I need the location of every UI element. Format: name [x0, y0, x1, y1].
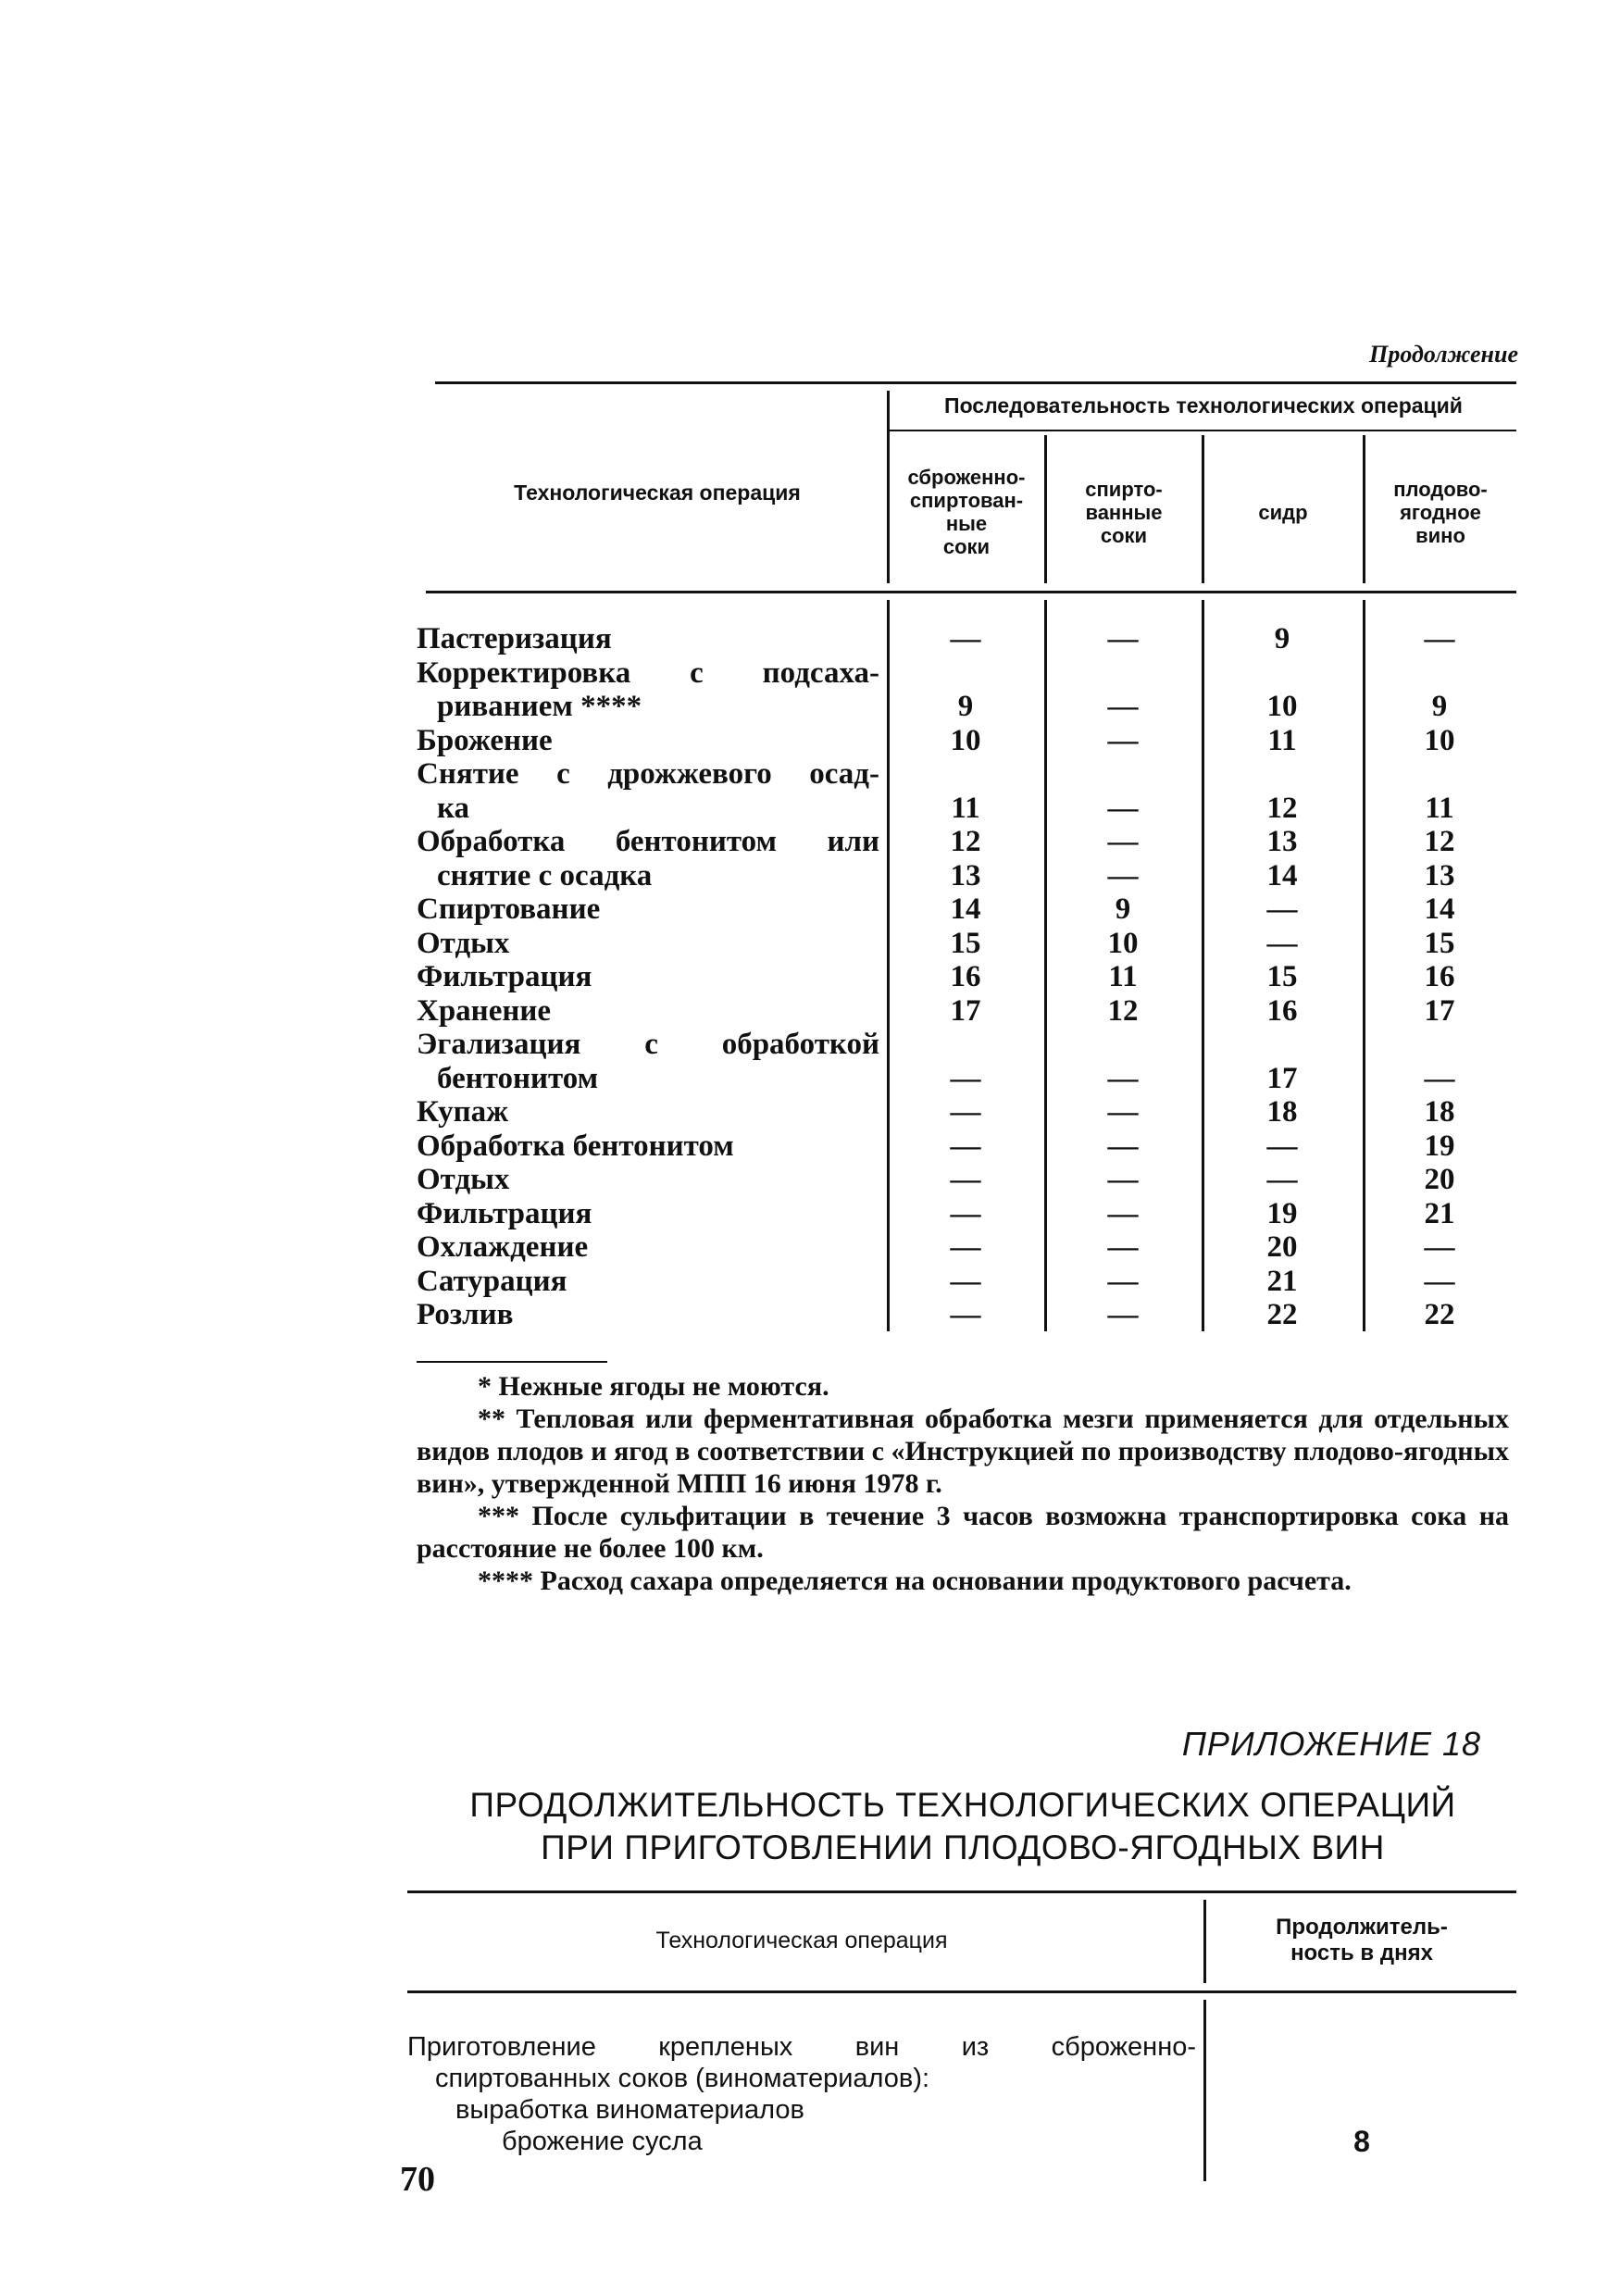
operation-label: ка	[437, 791, 470, 825]
sequence-cell: 16	[950, 960, 981, 993]
sequence-cell: 10	[950, 723, 981, 757]
footnote: *** После сульфитации в течение 3 часов возможна транспортировка сока на расстояние не более 100 км.	[417, 1501, 1509, 1564]
table2-row-line-4: брожение сусла	[502, 2127, 703, 2156]
sequence-cell: 19	[1266, 1196, 1298, 1230]
sequence-cell: 16	[1424, 960, 1455, 993]
sequence-cell: —	[1107, 791, 1139, 825]
col-header-cider: сидр	[1258, 500, 1308, 524]
sequence-cell: 15	[950, 926, 981, 960]
operation-label: Спиртование	[417, 892, 601, 926]
operation-label: Хранение	[417, 993, 552, 1028]
sequence-cell: —	[1424, 1264, 1455, 1298]
operation-label: Пастеризация	[417, 622, 612, 655]
table2-row-line-1: Приготовление крепленых вин из сброженно-	[407, 2032, 1196, 2062]
table-row	[417, 792, 1509, 826]
sequence-cell: —	[1107, 1095, 1139, 1129]
table-row	[417, 690, 1509, 724]
footnotes	[417, 1370, 1509, 1597]
col-header-fortified-juices: спирто- ванные соки	[1085, 477, 1163, 547]
sequence-cell: 11	[1108, 960, 1138, 993]
sequence-cell: —	[950, 1298, 981, 1331]
operation-label: снятие с осадка	[437, 858, 653, 892]
continuation-label: Продолжение	[1369, 341, 1518, 368]
table-row	[417, 724, 1509, 758]
table1-group-header: Последовательность технологических операций	[944, 393, 1463, 418]
table2-duration-header: Продолжитель- ность в днях	[1276, 1915, 1448, 1965]
sequence-cell: 20	[1266, 1230, 1298, 1264]
sequence-cell: 13	[1266, 825, 1298, 858]
sequence-cell: 19	[1424, 1129, 1455, 1163]
sequence-cell: 17	[1266, 1061, 1298, 1095]
sequence-cell: 21	[1424, 1196, 1455, 1230]
sequence-cell: 13	[1424, 858, 1455, 892]
operation-label: Корректировка с подсаха-	[417, 655, 879, 690]
sequence-cell: 9	[1431, 690, 1448, 723]
footnote-rule	[417, 1361, 607, 1363]
table-row	[417, 892, 1509, 927]
table-row	[417, 994, 1509, 1029]
sequence-cell: 21	[1266, 1264, 1298, 1298]
table-row	[417, 1163, 1509, 1197]
table1-header-rule	[426, 591, 1516, 593]
sequence-cell: —	[1107, 1264, 1139, 1298]
table-row	[417, 960, 1509, 994]
sequence-cell: 13	[950, 858, 981, 892]
sequence-cell: 14	[950, 892, 981, 926]
col-header-fruit-wine: плодово- ягодное вино	[1393, 477, 1488, 547]
sequence-cell: 12	[950, 825, 981, 858]
table-row	[417, 927, 1509, 961]
sequence-cell: 18	[1424, 1095, 1455, 1129]
table-row	[417, 1129, 1509, 1164]
table-row	[417, 859, 1509, 893]
sequence-cell: 14	[1424, 892, 1455, 926]
sequence-cell: —	[950, 1196, 981, 1230]
sequence-cell: 10	[1107, 926, 1139, 960]
page-number: 70	[400, 2160, 435, 2199]
operation-label: Фильтрация	[417, 1196, 592, 1230]
table-row	[417, 825, 1509, 859]
sequence-cell: 18	[1266, 1095, 1298, 1129]
sequence-cell: —	[950, 1230, 981, 1264]
sequence-cell: 12	[1424, 825, 1455, 858]
footnote: **** Расход сахара определяется на основании продуктового расчета.	[478, 1566, 1352, 1596]
sequence-cell: —	[950, 622, 981, 655]
sequence-cell: 22	[1424, 1298, 1455, 1331]
operation-label: Розлив	[417, 1298, 514, 1331]
sequence-cell: —	[950, 1061, 981, 1095]
sequence-cell: 10	[1266, 690, 1298, 723]
table2-operation-header: Технологическая операция	[655, 1928, 948, 1953]
table-row	[417, 1197, 1509, 1231]
table2-top-rule	[407, 1890, 1516, 1893]
sequence-cell: —	[1107, 858, 1139, 892]
appendix-title-line1: ПРОДОЛЖИТЕЛЬНОСТЬ ТЕХНОЛОГИЧЕСКИХ ОПЕРАЦИЙ	[469, 1786, 1456, 1824]
operation-label: Брожение	[417, 723, 553, 757]
table1-body	[417, 622, 1509, 1332]
sequence-cell: 22	[1266, 1298, 1298, 1331]
sequence-cell: —	[1266, 926, 1298, 960]
sequence-cell: —	[1107, 622, 1139, 655]
table2-row-value: 8	[1353, 2125, 1370, 2158]
sequence-cell: —	[1266, 1163, 1298, 1196]
sequence-cell: —	[1107, 723, 1139, 757]
table1-operation-header: Технологическая операция	[514, 480, 801, 505]
footnote: ** Тепловая или ферментативная обработка мезги применяется для отдельных видов плодов и ягод в соответствии с «Инструкцией по производству плодово-ягодных вин», утвержденной МПП 16 июня 1978 г.	[417, 1404, 1509, 1499]
sequence-cell: —	[1266, 1129, 1298, 1163]
operation-label: Сатурация	[417, 1264, 567, 1298]
table-row	[417, 1062, 1509, 1096]
operation-label: Снятие с дрожжевого осад-	[417, 757, 879, 791]
table1-top-rule	[435, 381, 1516, 384]
sequence-cell: —	[950, 1163, 981, 1196]
table-row	[417, 757, 1509, 792]
sequence-cell: 17	[1424, 993, 1455, 1028]
sequence-cell: —	[1107, 690, 1139, 723]
sequence-cell: —	[1107, 1129, 1139, 1163]
sequence-cell: 11	[1267, 723, 1297, 757]
table-row	[417, 1298, 1509, 1332]
operation-label: Обработка бентонитом или	[417, 825, 879, 858]
sequence-cell: 9	[1274, 622, 1290, 655]
sequence-cell: —	[1424, 622, 1455, 655]
table-row	[417, 622, 1509, 656]
footnote: * Нежные ягоды не моются.	[478, 1371, 829, 1402]
sequence-cell: —	[1107, 1061, 1139, 1095]
sequence-cell: 11	[951, 791, 980, 825]
sequence-cell: 11	[1425, 791, 1454, 825]
table-row	[417, 656, 1509, 691]
sequence-cell: —	[1424, 1230, 1455, 1264]
sequence-cell: 15	[1266, 960, 1298, 993]
table2-body-divider	[1203, 2000, 1206, 2181]
table-row	[417, 1230, 1509, 1265]
sequence-cell: 9	[1115, 892, 1131, 926]
operation-label: бентонитом	[437, 1061, 599, 1095]
operation-label: риванием ****	[437, 690, 642, 723]
sequence-cell: —	[950, 1095, 981, 1129]
appendix-title-line2: ПРИ ПРИГОТОВЛЕНИИ ПЛОДОВО-ЯГОДНЫХ ВИН	[541, 1828, 1385, 1866]
sequence-cell: 20	[1424, 1163, 1455, 1196]
sequence-cell: 12	[1107, 993, 1139, 1028]
table2-header-divider	[1203, 1900, 1206, 1983]
appendix-label: ПРИЛОЖЕНИЕ 18	[1181, 1725, 1481, 1763]
sequence-cell: —	[950, 1264, 981, 1298]
sequence-cell: —	[1107, 1163, 1139, 1196]
sequence-cell: 16	[1266, 993, 1298, 1028]
operation-label: Отдых	[417, 1163, 510, 1196]
sequence-cell: 10	[1424, 723, 1455, 757]
sequence-cell: 9	[957, 690, 974, 723]
operation-label: Фильтрация	[417, 960, 592, 993]
sequence-cell: 17	[950, 993, 981, 1028]
table-row	[417, 1265, 1509, 1299]
table1-group-rule	[887, 430, 1516, 431]
operation-label: Отдых	[417, 926, 510, 960]
sequence-cell: —	[1266, 892, 1298, 926]
operation-label: Купаж	[417, 1095, 509, 1129]
sequence-cell: —	[1107, 1298, 1139, 1331]
table2-header-rule	[407, 1990, 1516, 1993]
sequence-cell: 15	[1424, 926, 1455, 960]
table-row	[417, 1095, 1509, 1129]
operation-label: Эгализация с обработкой	[417, 1028, 879, 1061]
table2-row-line-2: спиртованных соков (виноматериалов):	[435, 2064, 930, 2093]
sequence-cell: 14	[1266, 858, 1298, 892]
sequence-cell: —	[950, 1129, 981, 1163]
sequence-cell: —	[1107, 1196, 1139, 1230]
operation-label: Охлаждение	[417, 1230, 589, 1264]
sequence-cell: —	[1107, 825, 1139, 858]
table2-row-line-3: выработка виноматериалов	[455, 2095, 804, 2125]
sequence-cell: 12	[1266, 791, 1298, 825]
table-row	[417, 1028, 1509, 1062]
operation-label: Обработка бентонитом	[417, 1129, 734, 1163]
sequence-cell: —	[1107, 1230, 1139, 1264]
col-header-fermented-fortified: сброженно- спиртован- ные соки	[907, 466, 1026, 558]
sequence-cell: —	[1424, 1061, 1455, 1095]
